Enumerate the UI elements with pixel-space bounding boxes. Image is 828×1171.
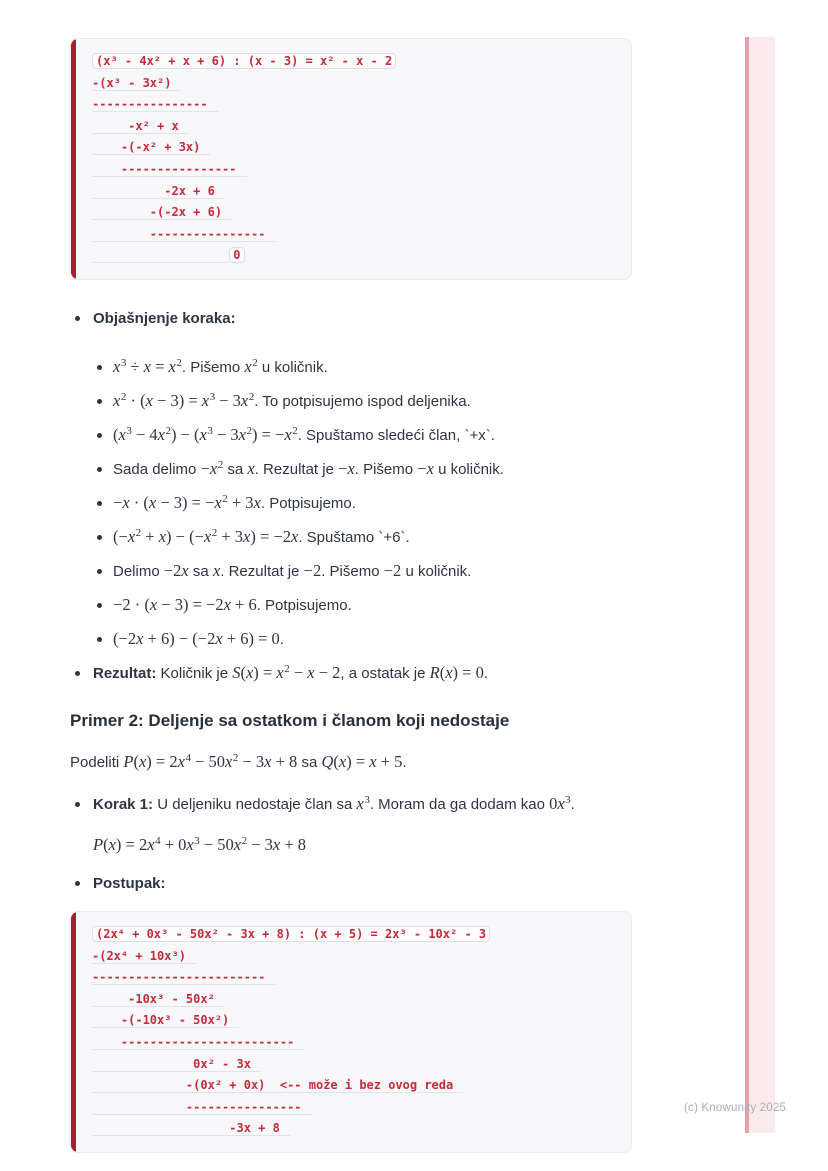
explanation-step xyxy=(95,595,635,616)
code-line-text: -2x + 6 xyxy=(164,184,225,199)
step-text: Delimo −2x sa x. Rezultat je −2. Pišemo −2 u količnik. xyxy=(113,560,472,580)
code-line xyxy=(92,1118,617,1140)
math-expression: $P(x) = 2x^4 - 50x^2 - 3x + 8$ xyxy=(123,751,298,771)
step-text: $(x^3 - 4x^2) - (x^3 - 3x^2) = -x^2$. Spuštamo sledeći član, `+x`. xyxy=(113,424,495,444)
step-text: (−2x + 6) − (−2x + 6) = 0. xyxy=(113,628,284,648)
math-expression: $x^2$ xyxy=(244,356,258,376)
code-line-text: -(0x² + 0x) <-- može i bez ovog reda xyxy=(186,1078,463,1093)
code-line-text: (x³ - 4x² + x + 6) : (x - 3) = x² - x - 2 xyxy=(92,53,396,69)
code-line xyxy=(92,989,617,1011)
postupak-item xyxy=(70,873,635,894)
code-line xyxy=(92,1097,617,1119)
math-expression: R(x) = 0 xyxy=(429,662,484,682)
math-expression: x xyxy=(212,560,221,580)
math-expression: −2 xyxy=(303,560,322,580)
korak-1-label: Korak 1: xyxy=(93,795,154,813)
korak-1-text: U deljeniku nedostaje član sa $x^3$. Moram da ga dodam kao $0x^3$. xyxy=(153,793,575,813)
explanation-step xyxy=(95,391,635,412)
code-line xyxy=(92,116,617,138)
code-line-text: (2x⁴ + 0x³ - 50x² - 3x + 8) : (x + 5) = 2x³ - 10x² - 3 xyxy=(92,926,490,942)
code-line-text: -10x³ - 50x² xyxy=(128,992,225,1007)
code-line-text: -(2x⁴ + 10x³) xyxy=(92,949,196,964)
step-text: $x^3 \div x = x^2$. Pišemo $x^2$ u količnik. xyxy=(113,356,328,376)
math-expression: Q(x) = x + 5 xyxy=(321,751,403,771)
code-line-indent xyxy=(92,1013,121,1028)
adjusted-polynomial-formula xyxy=(93,835,635,857)
code-line xyxy=(92,181,617,203)
code-line-indent xyxy=(92,140,121,155)
code-line-text: -(-x² + 3x) xyxy=(121,140,210,155)
math-expression: $-x \cdot (x - 3) = -x^2 + 3x$ xyxy=(113,492,261,512)
step-text: $-x \cdot (x - 3) = -x^2 + 3x$. Potpisujemo. xyxy=(113,492,356,512)
explanation-step xyxy=(95,493,635,514)
math-expression: $P(x) = 2x^4 + 0x^3 - 50x^2 - 3x + 8$ xyxy=(93,834,307,854)
code-line-indent xyxy=(92,205,150,220)
code-line xyxy=(92,1032,617,1054)
code-line-indent xyxy=(92,1100,186,1115)
code-line xyxy=(92,946,617,968)
explanation-steps-list xyxy=(95,357,635,650)
math-expression: −2 · (x − 3) = −2x + 6 xyxy=(113,594,257,614)
code-line-indent xyxy=(92,227,150,242)
math-expression: $0x^3$ xyxy=(549,793,571,813)
code-line xyxy=(92,967,617,989)
code-line-indent xyxy=(92,248,229,263)
code-line xyxy=(92,51,617,73)
code-line xyxy=(92,224,617,246)
math-expression: (−2x + 6) − (−2x + 6) = 0 xyxy=(113,628,280,648)
explanation-step xyxy=(95,357,635,378)
code-line-text: ---------------- xyxy=(121,162,247,177)
step-text: −2 · (x − 3) = −2x + 6. Potpisujemo. xyxy=(113,594,352,614)
code-line-indent xyxy=(92,119,128,134)
result-item xyxy=(70,663,635,684)
math-expression: −x xyxy=(338,458,355,478)
code-line xyxy=(92,1054,617,1076)
math-expression: $x^3 \div x = x^2$ xyxy=(113,356,182,376)
math-expression: $S(x) = x^2 - x - 2$ xyxy=(232,662,341,682)
code-line xyxy=(92,1075,617,1097)
code-line-text: 0 xyxy=(229,247,244,263)
explanation-step xyxy=(95,425,635,446)
result-label: Rezultat: xyxy=(93,664,157,682)
code-line-text: -(x³ - 3x²) xyxy=(92,76,181,91)
postupak-label: Postupak: xyxy=(93,874,166,892)
math-expression: −2x xyxy=(163,560,189,580)
division-2-code-block xyxy=(70,911,632,1153)
step-text: Sada $delimo -x^2$ sa x. Rezultat je −x. Pišemo −x u količnik. xyxy=(113,458,504,478)
code-line-indent xyxy=(92,992,128,1007)
math-expression: $x^3$ xyxy=(356,793,370,813)
code-line-indent xyxy=(92,1078,186,1093)
document-content xyxy=(70,38,635,1153)
step-text: $x^2 \cdot (x - 3) = x^3 - 3x^2$. To potpisujemo ispod deljenika. xyxy=(113,390,471,410)
math-expression: $(-x^2 + x) - (-x^2 + 3x) = -2x$ xyxy=(113,526,299,546)
code-line xyxy=(92,245,617,267)
example2-intro: Podeliti $P(x) = 2x^4 - 50x^2 - 3x + 8$ sa Q(x) = x + 5. xyxy=(70,751,407,771)
code-line-indent xyxy=(92,1121,229,1136)
explanation-step xyxy=(95,527,635,548)
section-heading-primer-2: Primer 2: Deljenje sa ostatkom i članom koji nedostaje xyxy=(70,710,510,730)
code-line-text: 0x² - 3x xyxy=(193,1057,261,1072)
division-2-code-lines xyxy=(92,924,617,1140)
code-line-text: ------------------------ xyxy=(121,1035,304,1050)
math-expression: $-x^2$ xyxy=(200,458,224,478)
code-line-text: ---------------- xyxy=(186,1100,312,1115)
code-line-text: ---------------- xyxy=(92,97,218,112)
code-line xyxy=(92,159,617,181)
code-line xyxy=(92,202,617,224)
code-line-text: -3x + 8 xyxy=(229,1121,290,1136)
code-line xyxy=(92,73,617,95)
division-1-code-block xyxy=(70,38,632,280)
code-line-indent xyxy=(92,1035,121,1050)
math-expression: x xyxy=(247,458,255,478)
code-line-indent xyxy=(92,162,121,177)
code-line-text: ------------------------ xyxy=(92,970,275,985)
korak-1-item xyxy=(70,794,635,815)
page-edge-highlight-strip xyxy=(745,37,775,1133)
code-line xyxy=(92,1010,617,1032)
code-line-text: -x² + x xyxy=(128,119,189,134)
code-block-accent-bar xyxy=(71,912,76,1152)
code-line-indent xyxy=(92,1057,193,1072)
code-line-text: -(-10x³ - 50x²) xyxy=(121,1013,239,1028)
code-line xyxy=(92,94,617,116)
watermark: (c) Knowunity 2025 xyxy=(684,1102,787,1114)
math-expression: −x xyxy=(417,458,434,478)
code-line xyxy=(92,137,617,159)
explanation-step xyxy=(95,459,635,480)
explanation-heading-item xyxy=(70,308,635,329)
explanation-step xyxy=(95,561,635,582)
math-expression: $x^2 \cdot (x - 3) = x^3 - 3x^2$ xyxy=(113,390,255,410)
math-expression: $(x^3 - 4x^2) - (x^3 - 3x^2) = -x^2$ xyxy=(113,424,298,444)
explanation-heading: Objašnjenje koraka: xyxy=(93,309,236,327)
code-block-accent-bar xyxy=(71,39,76,279)
code-line-text: ---------------- xyxy=(150,227,276,242)
explanation-step xyxy=(95,629,635,650)
math-expression: −2 xyxy=(383,560,402,580)
code-line-indent xyxy=(92,184,164,199)
division-1-code-lines xyxy=(92,51,617,267)
code-line xyxy=(92,924,617,946)
result-text: Količnik je $S(x) = x^2 - x - 2$, a ostatak je R(x) = 0. xyxy=(156,662,489,682)
step-text: $(-x^2 + x) - (-x^2 + 3x) = -2x$. Spuštamo `+6`. xyxy=(113,526,410,546)
code-line-text: -(-2x + 6) xyxy=(150,205,232,220)
